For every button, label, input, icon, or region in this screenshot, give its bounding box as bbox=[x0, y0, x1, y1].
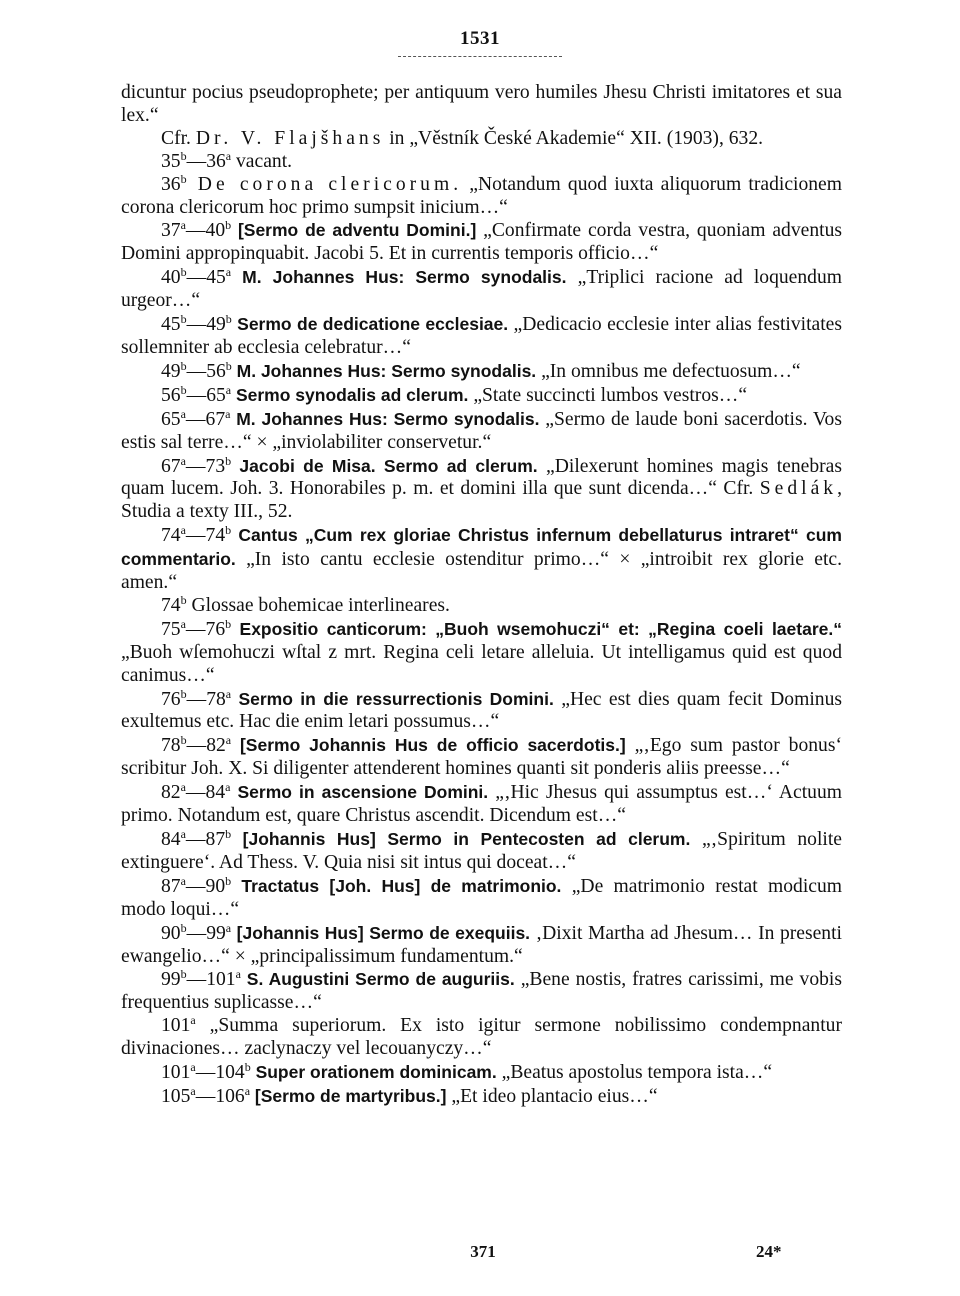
header-rule bbox=[398, 56, 562, 57]
folio-start-side: a bbox=[180, 827, 186, 841]
folio-start: 35 bbox=[161, 150, 181, 172]
catalog-entry bbox=[121, 524, 842, 595]
folio-start: 78 bbox=[161, 735, 181, 757]
folio-end: 76 bbox=[205, 618, 226, 640]
folio-start-side: b bbox=[180, 733, 187, 748]
folio-end: 99 bbox=[206, 922, 226, 944]
entry-text: „‚Hic Jhesus qui assumptus est…‘ Actuum primo. Notandum est, quare Christus ascendit. Dicendum est…“ bbox=[121, 782, 842, 827]
catalog-entry bbox=[121, 128, 842, 151]
entry-text: „Beatus apostolus tempora ista…“ bbox=[496, 1062, 773, 1084]
folio-start-side: b bbox=[180, 920, 187, 935]
folio-start-side: a bbox=[180, 453, 186, 468]
folio-start-side: b bbox=[180, 358, 187, 373]
folio-start: 74 bbox=[161, 525, 181, 547]
catalog-entry bbox=[121, 408, 842, 455]
folio-start: 45 bbox=[161, 314, 181, 336]
entry-text: „Notandum quod iuxta aliquorum tradicionem corona clericorum hoc primo sumpsit inicium…“ bbox=[121, 173, 842, 218]
entry-title: [Sermo de adventu Domini.] bbox=[231, 220, 477, 241]
folio-start-side: a bbox=[190, 1060, 196, 1075]
folio-end-side: a bbox=[244, 1083, 251, 1098]
folio-range-dash: — bbox=[186, 969, 207, 991]
folio-end-side: b bbox=[225, 616, 232, 631]
entry-text: , Studia a texty III., 52. bbox=[121, 478, 842, 523]
catalog-entry bbox=[121, 781, 842, 828]
catalog-entry bbox=[121, 266, 842, 313]
folio-start: 101 bbox=[161, 1015, 191, 1037]
entry-text: dicuntur pocius pseudoprophete; per antiquum vero humiles Jhesu Christi imitatores et sua lex.“ bbox=[121, 82, 842, 126]
folio-start-side: b bbox=[180, 382, 187, 397]
entry-prefix: Cfr. bbox=[161, 127, 196, 149]
spaced-name: Dr. V. Flajšhans bbox=[195, 127, 385, 149]
folio-end: 49 bbox=[206, 314, 226, 336]
entry-text: „De matrimonio restat modicum modo loqui…“ bbox=[121, 875, 842, 920]
folio-end: 73 bbox=[205, 455, 226, 477]
folio-end: 106 bbox=[215, 1085, 245, 1107]
folio-start: 76 bbox=[161, 688, 181, 710]
folio-end-side: a bbox=[225, 382, 232, 397]
folio-end-side: b bbox=[225, 873, 232, 888]
entry-title: Tractatus [Joh. Hus] de matrimonio. bbox=[231, 875, 562, 896]
entry-text: „Sermo de laude boni sacerdotis. Vos estis sal terre…“ × „inviolabiliter conservetur.“ bbox=[121, 408, 842, 453]
folio-start-side: b bbox=[180, 967, 187, 982]
catalog-entry bbox=[121, 171, 842, 220]
entry-title: Cantus „Cum rex gloriae Christus infernum debellaturus intraret“ cum commentario. bbox=[121, 525, 842, 570]
folio-start-side: b bbox=[180, 686, 187, 701]
entry-title: [Sermo Johannis Hus de officio sacerdotis.] bbox=[231, 735, 626, 756]
spaced-name: De corona clericorum. bbox=[186, 173, 463, 195]
entry-text: „Dilexerunt homines magis tenebras quam lucem. Joh. 3. Honorabiles p. m. et domini illa que sunt dicenda…“ Cfr. bbox=[121, 455, 842, 500]
folio-start: 40 bbox=[161, 267, 181, 289]
entry-text: ‚Dixit Martha ad Jhesum… In presenti ewangelio…“ × „principalissimum fundamentum.“ bbox=[121, 922, 842, 967]
catalog-entry bbox=[121, 968, 842, 1015]
folio-range-dash: — bbox=[186, 267, 207, 289]
folio-end-side: b bbox=[225, 218, 232, 233]
folio-end-side: b bbox=[225, 358, 232, 373]
catalog-entry bbox=[121, 875, 842, 922]
folio-end-side: a bbox=[225, 265, 232, 280]
folio-end-side: a bbox=[225, 686, 232, 701]
entry-title: [Sermo de martyribus.] bbox=[250, 1085, 447, 1106]
folio-end-side: b bbox=[225, 453, 232, 468]
folio-end-side: b bbox=[244, 1060, 251, 1075]
entry-text: „Bene nostis, fratres carissimi, me vobis frequentius suplicasse…“ bbox=[121, 969, 842, 1014]
folio-start: 36 bbox=[161, 173, 181, 195]
folio-start: 84 bbox=[161, 829, 181, 850]
folio-range-dash: — bbox=[195, 1085, 216, 1107]
folio-start: 75 bbox=[161, 618, 181, 640]
catalog-entries bbox=[121, 82, 842, 1109]
catalog-entry bbox=[121, 148, 842, 174]
folio-end: 90 bbox=[205, 875, 226, 897]
folio-start: 105 bbox=[161, 1085, 191, 1107]
folio-end: 82 bbox=[206, 735, 226, 757]
folio-start: 74 bbox=[161, 594, 181, 616]
folio-start-side: b bbox=[180, 312, 187, 327]
page-number-footer: 371 bbox=[470, 1242, 496, 1261]
catalog-entry bbox=[121, 82, 842, 128]
catalog-entry bbox=[121, 219, 842, 266]
entry-text: vacant. bbox=[231, 150, 293, 172]
signature-mark: 24* bbox=[756, 1242, 782, 1261]
spaced-name: Sedlák bbox=[759, 478, 838, 500]
catalog-entry bbox=[121, 1061, 842, 1085]
entry-text: „‚Ego sum pastor bonus‘ scribitur Joh. X. Si diligenter attenderent homines quanti sit ponderis aliis preesse…“ bbox=[121, 735, 842, 780]
folio-end-side: a bbox=[225, 148, 232, 163]
folio-end: 40 bbox=[205, 220, 226, 242]
folio-start: 67 bbox=[161, 455, 181, 477]
folio-start: 49 bbox=[161, 360, 181, 382]
folio-end: 87 bbox=[205, 829, 226, 850]
folio-end: 36 bbox=[206, 150, 226, 172]
folio-start-side: a bbox=[180, 616, 186, 631]
entry-title: [Johannis Hus] Sermo in Pentecosten ad clerum. bbox=[231, 829, 691, 849]
entry-title: Sermo in die ressurrectionis Domini. bbox=[231, 688, 554, 709]
folio-end-side: a bbox=[225, 780, 231, 795]
folio-range-dash: — bbox=[185, 525, 206, 547]
entry-text: „Dedicacio ecclesie inter alias festivitates sollemniter ab ecclesia celebratur…“ bbox=[121, 314, 843, 358]
entry-title: Jacobi de Misa. Sermo ad clerum. bbox=[231, 455, 538, 476]
folio-start: 99 bbox=[161, 969, 181, 991]
catalog-entry bbox=[121, 455, 842, 525]
folio-range-dash: — bbox=[186, 314, 207, 336]
entry-title: S. Augustini Sermo de auguriis. bbox=[240, 969, 515, 990]
folio-end: 101 bbox=[206, 969, 236, 991]
folio-range-dash: — bbox=[186, 922, 207, 944]
entry-title: Sermo synodalis ad clerum. bbox=[231, 384, 469, 405]
catalog-entry bbox=[121, 1015, 842, 1061]
folio-end-side: a bbox=[225, 733, 232, 748]
page-number-header: 1531 bbox=[460, 28, 500, 49]
folio-end: 84 bbox=[205, 782, 226, 804]
catalog-entry bbox=[121, 384, 842, 408]
entry-text: „Buoh wſemohuczi wſtal z mrt. Regina celi letare alleluia. Ut intelligamus quid est quod canimus…“ bbox=[121, 641, 842, 686]
catalog-entry bbox=[121, 922, 842, 969]
folio-start: 87 bbox=[161, 875, 181, 897]
entry-title: Sermo de dedicatione ecclesiae. bbox=[231, 314, 509, 335]
catalog-entry bbox=[121, 313, 842, 360]
folio-range-dash: — bbox=[185, 782, 206, 804]
catalog-entry bbox=[121, 618, 842, 688]
entry-text: „Triplici racione ad loquendum urgeor…“ bbox=[121, 267, 842, 312]
entry-text: „Confirmate corda vestra, quoniam adventus Domini appropinquabit. Jacobi 5. Et in currentis temporis officio…“ bbox=[121, 220, 843, 265]
folio-end: 56 bbox=[206, 360, 226, 382]
entry-title: M. Johannes Hus: Sermo synodalis. bbox=[231, 360, 537, 381]
folio-end-side: b bbox=[225, 827, 232, 841]
folio-start: 56 bbox=[161, 384, 181, 406]
folio-start-side: a bbox=[180, 873, 186, 888]
entry-text: „Hec est dies quam fecit Dominus exultemus etc. Hac die enim letari possumus…“ bbox=[121, 688, 842, 733]
folio-start-side: b bbox=[180, 265, 187, 280]
folio-range-dash: — bbox=[185, 220, 206, 242]
folio-range-dash: — bbox=[185, 618, 206, 640]
folio-range-dash: — bbox=[185, 875, 206, 897]
folio-range-dash: — bbox=[186, 360, 207, 382]
catalog-entry bbox=[121, 688, 842, 735]
folio-end-side: b bbox=[225, 312, 232, 327]
entry-title: Sermo in ascensione Domini. bbox=[230, 782, 489, 803]
folio-end-side: a bbox=[225, 920, 232, 935]
folio-end-side: a bbox=[225, 406, 231, 421]
folio-start-side: a bbox=[180, 218, 186, 233]
folio-end: 45 bbox=[206, 267, 226, 289]
folio-range-dash: — bbox=[186, 384, 207, 406]
folio-start: 82 bbox=[161, 782, 181, 804]
catalog-entry bbox=[121, 360, 842, 384]
folio-range-dash: — bbox=[186, 688, 207, 710]
entry-text: „In isto cantu ecclesie ostenditur primo…“ × „introibit rex glorie etc. amen.“ bbox=[121, 549, 842, 594]
entry-title: [Johannis Hus] Sermo de exequiis. bbox=[231, 922, 531, 943]
entry-title: M. Johannes Hus: Sermo synodalis. bbox=[230, 408, 540, 429]
folio-range-dash: — bbox=[186, 150, 207, 172]
entry-text: „Et ideo plantacio eius…“ bbox=[446, 1085, 658, 1107]
entry-text: „‚Spiritum nolite extinguere‘. Ad Thess. V. Quia nisi sit intus qui doceat…“ bbox=[121, 829, 842, 873]
folio-end-side: b bbox=[225, 523, 232, 538]
folio-range-dash: — bbox=[185, 829, 206, 850]
entry-title: M. Johannes Hus: Sermo synodalis. bbox=[231, 267, 567, 288]
folio-start: 90 bbox=[161, 922, 181, 944]
catalog-entry bbox=[121, 1085, 842, 1109]
catalog-entry bbox=[121, 592, 842, 618]
folio-range-dash: — bbox=[185, 455, 206, 477]
folio-end-side: a bbox=[235, 967, 241, 982]
catalog-entry bbox=[121, 734, 842, 781]
entry-title: Expositio canticorum: „Buoh wsemohuczi“ et: „Regina coeli laetare.“ bbox=[231, 618, 842, 639]
folio-range-dash: — bbox=[195, 1062, 216, 1084]
catalog-entry bbox=[121, 828, 842, 875]
entry-text: „Summa superiorum. Ex isto igitur sermone nobilissimo condempnantur divinaciones… zaclynaczy vel lecouanyczy…“ bbox=[121, 1015, 842, 1060]
folio-start-side: a bbox=[180, 780, 186, 795]
folio-end: 65 bbox=[206, 384, 226, 406]
entry-text: „State succincti lumbos vestros…“ bbox=[468, 384, 748, 406]
folio-start-side: b bbox=[180, 171, 187, 186]
folio-start: 65 bbox=[161, 408, 181, 430]
folio-range-dash: — bbox=[186, 735, 207, 757]
folio-end: 74 bbox=[205, 525, 226, 547]
entry-text: in „Věstník České Akademie“ XII. (1903), 632. bbox=[384, 127, 764, 149]
folio-start-side: a bbox=[180, 406, 186, 421]
folio-start-side: b bbox=[180, 148, 187, 163]
folio-end: 78 bbox=[206, 688, 226, 710]
entry-text: „In omnibus me defectuosum…“ bbox=[536, 360, 801, 382]
entry-text: Glossae bohemicae interlineares. bbox=[186, 594, 450, 616]
folio-start-side: a bbox=[190, 1013, 196, 1028]
folio-start-side: a bbox=[190, 1083, 196, 1098]
folio-start: 101 bbox=[161, 1062, 191, 1084]
folio-start-side: a bbox=[180, 523, 186, 538]
folio-end: 67 bbox=[205, 408, 226, 430]
folio-range-dash: — bbox=[185, 408, 206, 430]
entry-title: Super orationem dominicam. bbox=[250, 1062, 497, 1083]
folio-start: 37 bbox=[161, 220, 181, 242]
folio-end: 104 bbox=[215, 1062, 245, 1084]
folio-start-side: b bbox=[180, 592, 187, 607]
